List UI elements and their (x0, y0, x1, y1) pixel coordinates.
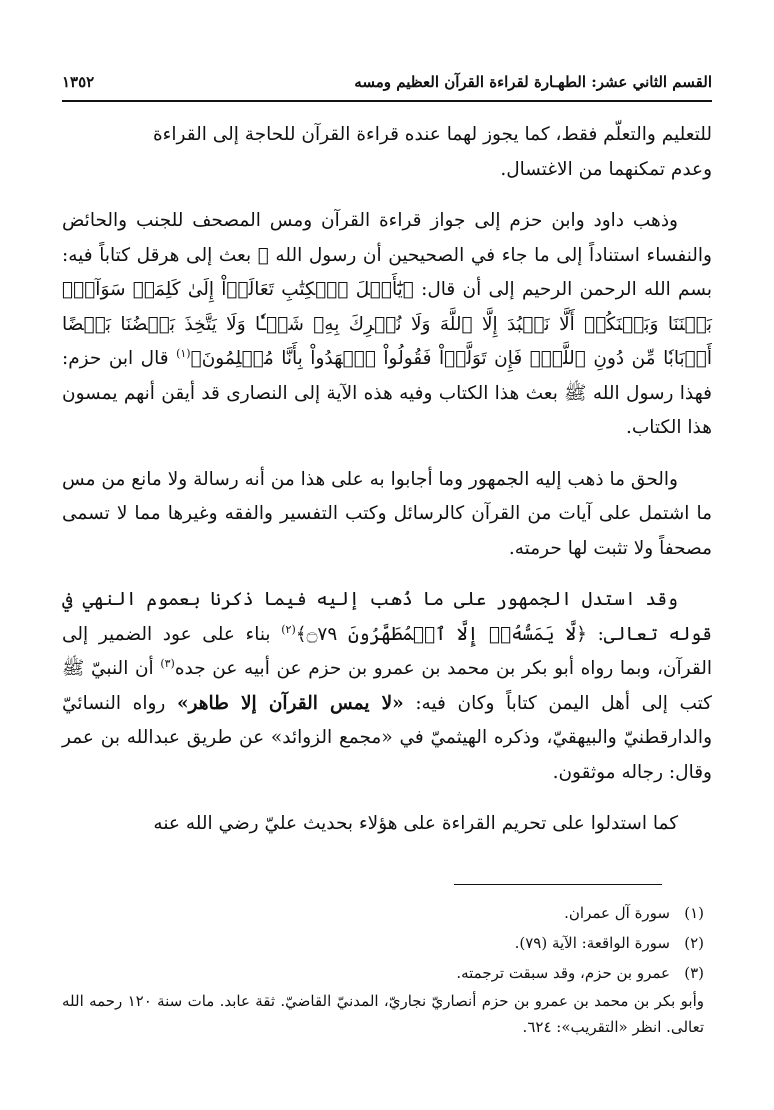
running-title: القسم الثاني عشر: الطهـارة لقراءة القرآن العظيم ومسه (354, 73, 712, 91)
footnote-1 (62, 898, 704, 928)
paragraph-2-text-2: قال ابن حزم: فهذا رسول الله ﷺ بعث هذا الكتاب وفيه هذه الآية إلى النصارى قد أيقن أنهم يمسون هذا الكتاب. (62, 348, 712, 438)
footnote-1-text: سورة آل عمران. (564, 904, 670, 922)
footnote-2-number: (٢) (684, 934, 704, 952)
paragraph-3: والحق ما ذهب إليه الجمهور وما أجابوا به على هذا من أنه رسالة ولا مانع من مس ما اشتمل على آيات من القرآن كالرسائل وكتب التفسير والفقه وغيرها مما لا تسمى مصحفاً ولا تثبت لها حرمته. (62, 468, 712, 559)
footnote-1-number: (١) (684, 904, 704, 922)
quran-verse-2: ﴿لَّا يَمَسُّهُۥٓ إِلَّا ٱلۡمُطَهَّرُونَ ۝٧٩﴾ (295, 623, 587, 645)
quran-verse-1: ﴿يَٰٓأَهۡلَ ٱلۡكِتَٰبِ تَعَالَوۡاْ إِلَىٰ كَلِمَةٖ سَوَآءِۭ بَيۡنَنَا وَبَيۡنَكُمۡ أَلَّا نَعۡبُدَ إِلَّا ٱللَّهَ وَلَا نُشۡرِكَ بِهِۦ شَيۡـٔٗا وَلَا يَتَّخِذَ بَعۡضُنَا بَعۡضًا أَرۡبَابٗا مِّن دُونِ ٱللَّهِۚ فَإِن تَوَلَّوۡاْ فَقُولُواْ ٱشۡهَدُواْ بِأَنَّا مُسۡلِمُونَ﴾ (62, 279, 712, 369)
footnote-3-continuation: وأبو بكر بن محمد بن عمرو بن حزم أنصاريّ نجاريّ، المدنيّ القاضيّ. ثقة عابد. مات سنة ١٢٠ رحمه الله تعالى. انظر «التقريب»: ٦٢٤. (62, 992, 705, 1036)
paragraph-5: كما استدلوا على تحريم القراءة على هؤلاء بحديث عليّ رضي الله عنه (153, 813, 678, 834)
paragraph-4-text-4: رواه النسائيّ والدارقطنيّ والبيهقيّ، وذكره الهيثميّ في «مجمع الزوائد» عن طريق عبدالله بن عمر وقال: رجاله موثقون. (62, 692, 713, 783)
hadith-quote: «لا يمس القرآن إلا طاهر» (176, 692, 404, 714)
footnotes (62, 898, 704, 1040)
main-text (62, 118, 712, 842)
footnote-ref-2: (٢) (281, 622, 296, 636)
paragraph-1-line-2: وعدم تمكنهما من الاغتسال. (500, 158, 712, 180)
footnote-3 (62, 958, 704, 988)
page-header (62, 68, 712, 96)
header-rule (62, 100, 712, 102)
footnote-ref-1: (١) (176, 346, 191, 360)
paragraph-2 (62, 204, 712, 446)
footnote-ref-3: (٣) (160, 656, 175, 670)
footnote-2 (62, 928, 704, 958)
paragraph-4-text-2: بناء على عود الضمير إلى القرآن، وبما رواه أبو بكر بن محمد بن عمرو بن حزم عن أبيه عن جده (62, 623, 713, 679)
paragraph-1-line-1: للتعليم والتعلّم فقط، كما يجوز لهما عنده قراءة القرآن للحاجة إلى القراءة (152, 124, 712, 145)
paragraph-4 (62, 583, 712, 790)
footnote-3-text: عمرو بن حزم، وقد سبقت ترجمته. (456, 964, 670, 982)
paragraph-2-text-1: وذهب داود وابن حزم إلى جواز قراءة القرآن ومس المصحف للجنب والحائض والنفساء استناداً إلى ما جاء في الصحيحين أن رسول الله ﷺ بعث إلى هرقل كتاباً فيه: بسم الله الرحمن الرحيم إلى أن قال: (62, 210, 712, 300)
footnote-2-text: سورة الواقعة: الآية (٧٩). (514, 934, 670, 952)
paragraph-4-text-3: أن النبيّ ﷺ كتب إلى أهل اليمن كتاباً وكان فيه: (62, 658, 712, 714)
paragraph-4-text-1: وقد استدل الجمهور على ما ذُهب إليه فيما ذكرنا بعموم النهي في قوله تعالى: (62, 589, 713, 645)
page-number: ١٣٥٢ (62, 73, 95, 91)
footnote-3-number: (٣) (684, 964, 704, 982)
footnote-rule (454, 884, 662, 885)
paragraph-1 (62, 118, 712, 187)
